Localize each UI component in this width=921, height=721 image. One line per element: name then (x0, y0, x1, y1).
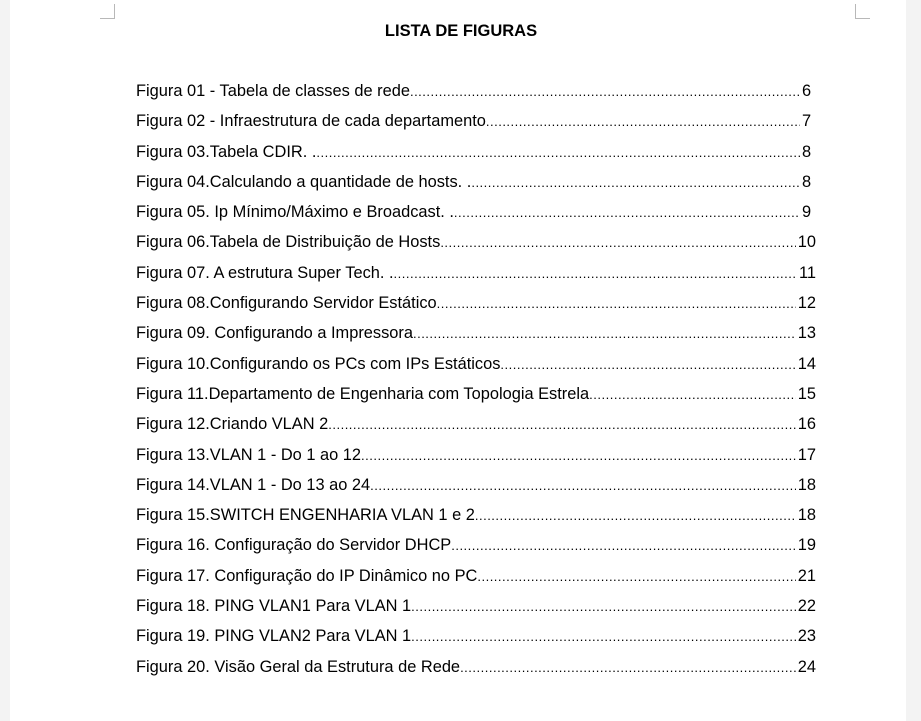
figure-entry-label: Figura 12.Criando VLAN 2 (136, 415, 329, 434)
figure-entry-label: Figura 13.VLAN 1 - Do 1 ao 12 (136, 445, 362, 464)
dot-leader (486, 107, 800, 137)
figure-list-entry (136, 500, 816, 530)
figure-entry-label: Figura 03.Tabela CDIR. . (136, 142, 317, 161)
figure-list-entry (136, 227, 816, 257)
figure-list-entry (136, 591, 816, 621)
figure-entry-label: Figura 07. A estrutura Super Tech. . (136, 263, 394, 282)
dot-leader (370, 471, 796, 501)
figure-entry-page: 19 (797, 536, 816, 555)
figure-entry-label: Figura 08.Configurando Servidor Estático (136, 294, 437, 313)
dot-leader (454, 198, 800, 228)
figure-entry-page: 7 (802, 112, 812, 131)
dot-leader (500, 350, 795, 380)
figure-entry-label: Figura 16. Configuração do Servidor DHCP (136, 536, 452, 555)
figure-list-entry (136, 137, 816, 167)
figure-entry-label: Figura 15.SWITCH ENGENHARIA VLAN 1 e 2 (136, 506, 475, 525)
figure-entry-label: Figura 04.Calculando a quantidade de hosts. . (136, 172, 472, 191)
page-title: LISTA DE FIGURAS (384, 22, 538, 40)
figure-list-entry (136, 440, 816, 470)
figure-entry-page: 23 (797, 627, 816, 646)
figure-entry-page: 9 (802, 203, 812, 222)
figure-entry-page: 8 (802, 142, 812, 161)
margin-corner-mark-top-left (100, 4, 115, 19)
figure-list-entry (136, 530, 816, 560)
figure-entry-page: 10 (797, 233, 816, 252)
figure-entry-page: 14 (797, 354, 816, 373)
figure-entry-label: Figura 05. Ip Mínimo/Máximo e Broadcast. . (136, 203, 454, 222)
figure-entry-label: Figura 02 - Infraestrutura de cada departamento (136, 112, 486, 131)
dot-leader (328, 410, 796, 440)
figure-list-entry (136, 409, 816, 439)
dot-leader (471, 168, 800, 198)
dot-leader (316, 138, 800, 168)
figure-list-entry (136, 652, 816, 682)
dot-leader (475, 501, 796, 531)
figure-entry-page: 18 (797, 475, 816, 494)
document-page (10, 0, 906, 721)
figure-entry-page: 12 (797, 294, 816, 313)
figure-entry-label: Figura 19. PING VLAN2 Para VLAN 1 (136, 627, 412, 646)
figure-list-entry (136, 318, 816, 348)
dot-leader (410, 77, 800, 107)
figure-list-entry (136, 76, 816, 106)
figure-list-entry (136, 379, 816, 409)
margin-corner-mark-top-right (855, 4, 870, 19)
dot-leader (361, 441, 796, 471)
figure-entry-label: Figura 17. Configuração do IP Dinâmico no PC (136, 566, 478, 585)
dot-leader (413, 319, 796, 349)
figure-list-entry (136, 561, 816, 591)
figure-entry-label: Figura 20. Visão Geral da Estrutura de Rede (136, 657, 461, 676)
figure-entry-label: Figura 01 - Tabela de classes de rede (136, 82, 410, 100)
figure-entry-page: 15 (797, 384, 816, 403)
figure-list-entry (136, 349, 816, 379)
figure-list-entry (136, 258, 816, 288)
figure-list (136, 76, 816, 682)
figure-entry-label: Figura 14.VLAN 1 - Do 13 ao 24 (136, 475, 371, 494)
dot-leader (437, 289, 796, 319)
figure-entry-page: 6 (802, 82, 812, 100)
figure-entry-label: Figura 10.Configurando os PCs com IPs Estáticos (136, 354, 501, 373)
figure-list-entry (136, 106, 816, 136)
dot-leader (394, 259, 797, 289)
figure-entry-label: Figura 09. Configurando a Impressora (136, 324, 413, 343)
dot-leader (440, 228, 795, 258)
dot-leader (411, 592, 796, 622)
figure-entry-page: 13 (797, 324, 816, 343)
figure-list-entry (136, 167, 816, 197)
figure-list-entry (136, 470, 816, 500)
dot-leader (589, 380, 796, 410)
figure-entry-page: 17 (797, 445, 816, 464)
dot-leader (460, 653, 796, 683)
figure-entry-label: Figura 06.Tabela de Distribuição de Hosts (136, 233, 441, 252)
figure-entry-page: 16 (797, 415, 816, 434)
figure-list-entry (136, 197, 816, 227)
figure-list-entry (136, 621, 816, 651)
dot-leader (411, 622, 796, 652)
figure-entry-page: 21 (797, 566, 816, 585)
figure-entry-label: Figura 18. PING VLAN1 Para VLAN 1 (136, 597, 412, 616)
figure-entry-page: 18 (797, 506, 816, 525)
figure-entry-label: Figura 11.Departamento de Engenharia com Topologia Estrela (136, 384, 590, 403)
dot-leader (477, 562, 795, 592)
figure-entry-page: 22 (797, 597, 816, 616)
figure-entry-page: 11 (798, 263, 816, 282)
figure-entry-page: 24 (797, 657, 816, 676)
dot-leader (451, 531, 796, 561)
figure-entry-page: 8 (802, 172, 812, 191)
figure-list-entry (136, 288, 816, 318)
